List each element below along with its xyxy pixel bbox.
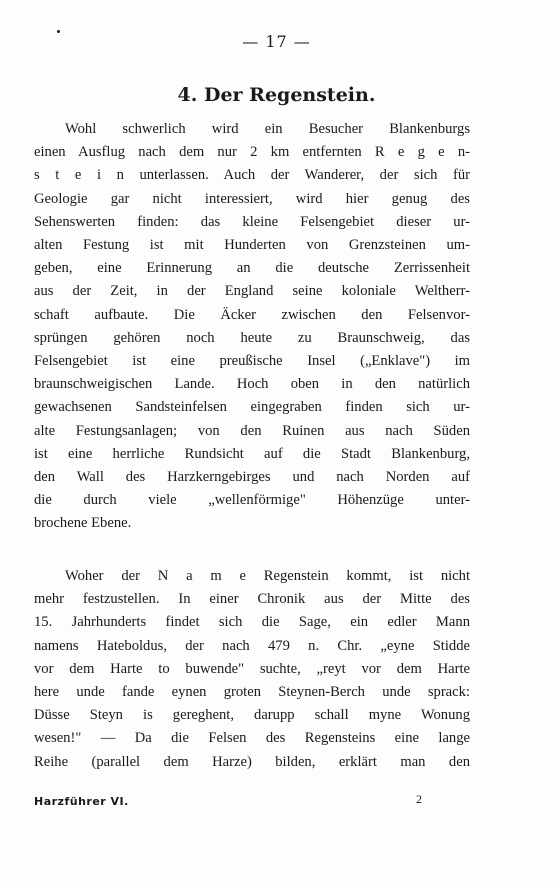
text-line: here unde fande eynen groten Steynen-Berch unde sprack:	[34, 684, 470, 701]
text-line: namens Hateboldus, der nach 479 n. Chr. „eyne Stidde	[34, 637, 470, 654]
text-line: sprüngen gehören noch heute zu Braunschweig, das	[34, 329, 470, 346]
footer-signature-mark: 2	[416, 792, 422, 806]
text-line: brochene Ebene.	[34, 515, 132, 532]
text-line: Geologie gar nicht interessiert, wird hier genug des	[34, 190, 470, 207]
text-line: Sehenswerten finden: das kleine Felsengebiet dieser ur-	[34, 213, 470, 230]
text-line: wesen!" — Da die Felsen des Regensteins eine lange	[34, 730, 470, 747]
text-line: s t e i n unterlassen. Auch der Wanderer, der sich für	[34, 167, 470, 184]
text-line: schaft aufbaute. Die Äcker zwischen den Felsenvor-	[34, 306, 470, 323]
footer-book-title: Harzführer VI.	[34, 795, 129, 808]
chapter-title: 4. Der Regenstein.	[177, 84, 376, 106]
paragraph-2	[34, 565, 470, 774]
text-line: Wohl schwerlich wird ein Besucher Blankenburgs	[65, 121, 470, 137]
text-line: alten Festung ist mit Hunderten von Grenzsteinen um-	[34, 237, 470, 254]
text-line: Woher der N a m e Regenstein kommt, ist nicht	[65, 568, 470, 584]
text-line: aus der Zeit, in der England seine koloniale Weltherr-	[34, 283, 470, 300]
text-line: braunschweigischen Lande. Hoch oben in den natürlich	[34, 376, 470, 393]
text-line: geben, eine Erinnerung an die deutsche Zerrissenheit	[34, 260, 470, 277]
text-line: Düsse Steyn is gereghent, darupp schall myne Wonung	[34, 707, 470, 724]
text-line: 15. Jahrhunderts findet sich die Sage, ein edler Mann	[34, 614, 470, 631]
text-line: vor dem Harte to buwende" suchte, „reyt vor dem Harte	[34, 660, 470, 677]
text-line: mehr festzustellen. In einer Chronik aus der Mitte des	[34, 591, 470, 608]
text-line: alte Festungsanlagen; von den Ruinen aus nach Süden	[34, 422, 470, 439]
text-line: Felsengebiet ist eine preußische Insel („Enklave") im	[34, 353, 470, 370]
paragraph-1	[34, 118, 470, 536]
text-line: einen Ausflug nach dem nur 2 km entfernten R e g e n-	[34, 144, 470, 161]
text-line: den Wall des Harzkerngebirges und nach Norden auf	[34, 469, 470, 486]
text-line: die durch viele „wellenförmige" Höhenzüge unter-	[34, 492, 470, 509]
page-number: — 17 —	[242, 32, 311, 51]
text-line: Reihe (parallel dem Harze) bilden, erklärt man den	[34, 753, 470, 770]
text-line: gewachsenen Sandsteinfelsen eingegraben finden sich ur-	[34, 399, 470, 416]
text-line: ist eine herrliche Rundsicht auf die Stadt Blankenburg,	[34, 445, 470, 462]
